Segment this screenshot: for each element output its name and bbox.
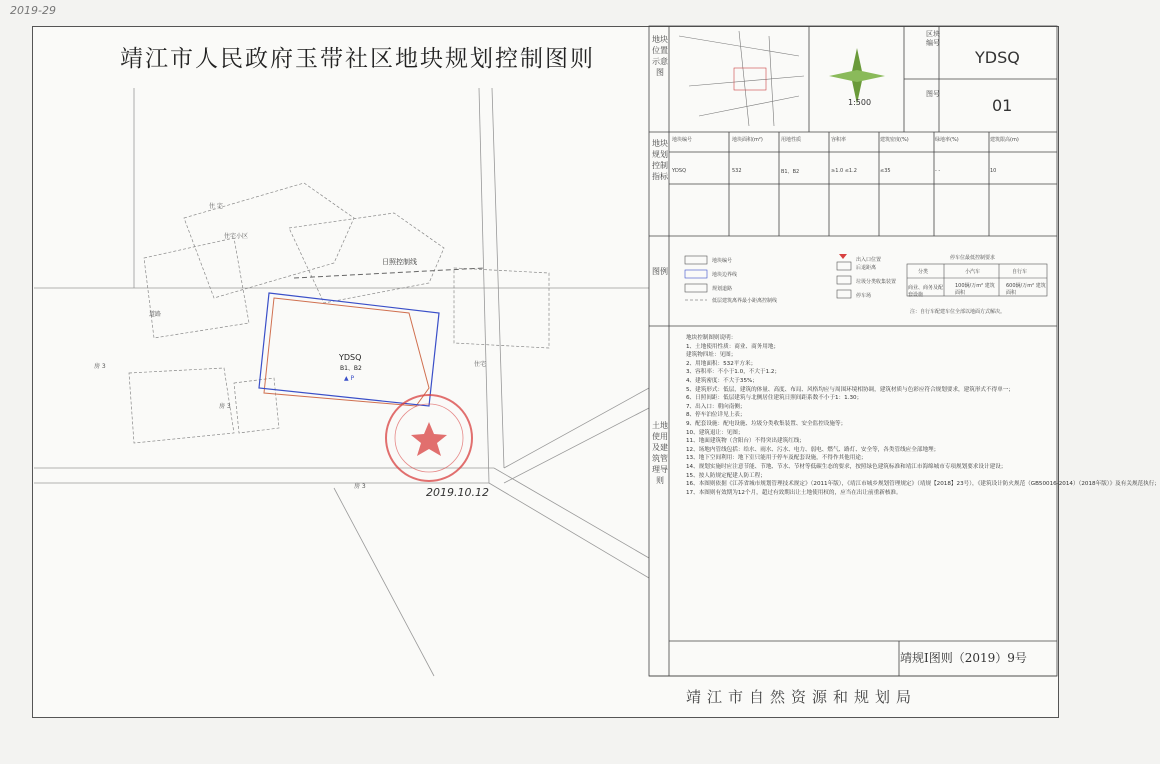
note-line: 6、日照间距：低层建筑与北侧居住建筑日照间距系数不小于1：1.30； xyxy=(686,395,863,402)
note-line: 14、规划实施时应注意节能、节地、节水、节材等低碳生态的要求，按照绿色建筑标准和靖江市海绵城市专项规划要求设计建设； xyxy=(686,463,1007,470)
handwritten-note: 2019-29 xyxy=(10,4,56,17)
legend-item-parking: 停车场 xyxy=(856,293,872,299)
parcel-code: YDSQ xyxy=(339,353,362,362)
note-line: 7、出入口：朝向南侧； xyxy=(686,403,746,410)
parking-bike-value: 600辆/万m² 建筑面积 xyxy=(1006,283,1046,296)
svg-text:房 3: 房 3 xyxy=(219,403,231,410)
parking-row-class: 分类 xyxy=(918,269,929,275)
parking-car-value: 100辆/万m² 建筑面积 xyxy=(955,283,995,296)
indicator-header-5: 绿地率(%) xyxy=(935,137,959,143)
indicator-value-6: 10 xyxy=(990,168,997,174)
sheet-number: 01 xyxy=(992,96,1013,115)
note-line: 9、配套设施：配电设施、垃圾分类收集装置、安全监控设施等； xyxy=(686,420,847,427)
parking-note: 注：自行车配建车位全部以地面方式解决。 xyxy=(910,309,1006,315)
sunlight-line-label: 日照控制线 xyxy=(382,258,417,266)
note-line: 17、本图则有效期为12个月，超过有效期出让土地使用权的，应当在出让前重新核准。 xyxy=(686,489,902,496)
svg-text:住 宅: 住 宅 xyxy=(209,203,223,210)
indicator-value-3: ≥1.0 ≤1.2 xyxy=(831,168,857,174)
legend-item-entrance: 出入口位置 xyxy=(856,257,882,263)
note-line: 2、用地面积：532平方米； xyxy=(686,360,757,367)
issuing-bureau: 靖江市自然资源和规划局 xyxy=(686,688,918,706)
note-line: 10、建筑退让：见图； xyxy=(686,429,744,436)
legend-item-parcel-code: 地块编号 xyxy=(712,258,733,264)
control-notes xyxy=(686,334,1160,497)
svg-text:住宅: 住宅 xyxy=(474,361,487,368)
note-line: 地块控制图则说明： xyxy=(686,335,737,341)
parcel-boundary xyxy=(259,293,439,406)
indicator-header-0: 地块编号 xyxy=(672,137,693,143)
indicator-header-1: 地块面积(m²) xyxy=(732,137,763,143)
legend-label: 图例 xyxy=(652,267,668,276)
sheet-number-label: 图号 xyxy=(926,90,940,98)
indicator-value-4: ≤35 xyxy=(880,168,891,174)
indicator-header-4: 建筑密度(%) xyxy=(880,137,909,143)
note-line: 8、停车泊位详见上表； xyxy=(686,412,746,419)
note-line: 建筑物四址：见图； xyxy=(686,352,737,359)
north-arrow-icon xyxy=(829,48,885,104)
note-line: 5、建筑形式：低层，建筑的体量、高度、布局、风格均应与周围环境相协调，建筑材质与色彩应符合规划要求，建筑形式不得单一； xyxy=(686,386,1014,393)
indicator-value-1: 532 xyxy=(732,168,742,174)
drawing-number: 靖规Ⅰ图则（2019）9号 xyxy=(900,651,1027,665)
legend-item-planned-road: 规划道路 xyxy=(712,286,733,292)
indicator-value-0: YDSQ xyxy=(672,168,687,174)
parking-row-commercial: 商业、商务及配套设施 xyxy=(908,285,944,298)
svg-text:住宅小区: 住宅小区 xyxy=(224,233,249,240)
note-line: 15、按人防规定配建人防工程； xyxy=(686,472,766,479)
locator-label: 地块位置示意图 xyxy=(652,35,668,77)
parcel-use: B1、B2 xyxy=(340,365,362,372)
land-use-label: 土地使用及建筑管理导则 xyxy=(652,421,668,485)
parking-col-bike: 自行车 xyxy=(1012,269,1028,275)
setback-line xyxy=(264,298,429,406)
block-code-label: 区块编号 xyxy=(926,30,940,47)
page-title: 靖江市人民政府玉带社区地块规划控制图则 xyxy=(120,46,595,72)
svg-text:房 3: 房 3 xyxy=(94,363,106,370)
note-line: 12、场地内管线包括：给水、雨水、污水、电力、弱电、燃气、路灯、安全等，各类管线应全部地埋； xyxy=(686,446,940,453)
indicator-header-6: 建筑限高(m) xyxy=(990,137,1019,143)
indicator-value-5: - - xyxy=(935,168,941,174)
note-line: 3、容积率：不小于1.0，不大于1.2； xyxy=(686,369,781,376)
note-line: 11、地面建筑物（含阳台）不得突出建筑红线； xyxy=(686,438,805,445)
parking-title: 停车位最低控制要求 xyxy=(950,255,996,261)
note-line: 4、建筑密度：不大于35%； xyxy=(686,377,758,384)
indicators-label: 地块规划控制指标 xyxy=(652,139,668,181)
signature-date: 2019.10.12 xyxy=(426,486,489,499)
indicator-header-3: 容积率 xyxy=(831,137,847,143)
legend-item-parcel-boundary: 地块边界线 xyxy=(712,272,738,278)
site-plan-map xyxy=(34,88,649,676)
parking-col-car: 小汽车 xyxy=(965,269,981,275)
legend-item-trash: 垃圾分类收集装置 xyxy=(856,279,897,285)
map-scale: 1:500 xyxy=(848,98,872,107)
entrance-icon xyxy=(839,254,847,259)
note-line: 16、本图则依据《江苏省城市规划管理技术规定》（2011年版），《靖江市城乡规划管理规定》（靖规【2018】23号），《建筑设计防火规范（GB50016-2014）（2018年版）》及有关规范执行； xyxy=(686,481,1160,488)
note-line: 1、土地使用性质：商业、商务用地； xyxy=(686,343,780,350)
sunlight-control-line xyxy=(294,268,484,278)
legend-item-setback-line: 低层建筑离界最小距离控制线 xyxy=(712,298,778,304)
legend-item-setback: 后退距离 xyxy=(856,265,877,271)
indicator-header-2: 用地性质 xyxy=(781,137,802,143)
note-line: 13、地下空间利用：地下室只能用于停车及配套设施，不得作其他用途； xyxy=(686,455,867,462)
trash-icon: ▲ P xyxy=(344,375,355,382)
block-code: YDSQ xyxy=(975,48,1020,67)
indicator-value-2: B1、B2 xyxy=(781,169,800,175)
svg-text:道路: 道路 xyxy=(149,311,162,318)
svg-text:房 3: 房 3 xyxy=(354,483,366,490)
